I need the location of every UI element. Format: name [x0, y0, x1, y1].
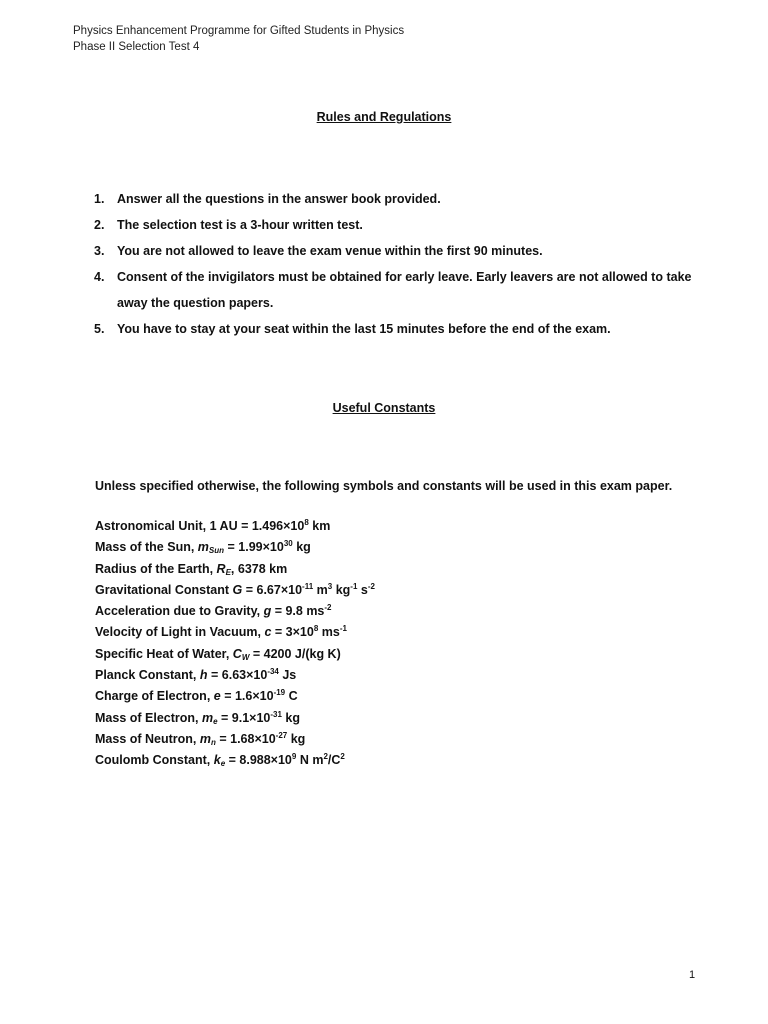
- constant-label: Astronomical Unit, 1 AU = 1.496×10: [95, 519, 305, 533]
- rule-number: 3.: [94, 244, 105, 258]
- constant-label: Mass of Electron,: [95, 710, 202, 725]
- rule-number: 1.: [94, 192, 105, 206]
- symbol: C: [232, 646, 242, 661]
- exponent: 9: [291, 752, 297, 762]
- unit: kg: [281, 710, 301, 725]
- unit: /C: [327, 753, 341, 768]
- constant-light-velocity: [95, 622, 375, 643]
- value: = 6.67×10: [242, 582, 303, 597]
- symbol: m: [201, 710, 214, 725]
- symbol: h: [199, 668, 208, 683]
- exponent: -31: [270, 709, 282, 719]
- exponent: -34: [267, 667, 279, 677]
- rule-number: 5.: [94, 322, 105, 336]
- value: = 9.1×10: [217, 710, 271, 725]
- constant-label: Mass of the Sun,: [95, 540, 198, 555]
- page-number: 1: [689, 969, 696, 981]
- constant-electron-charge: [95, 686, 375, 707]
- value: , 6378 km: [230, 561, 288, 576]
- rule-item: [94, 264, 714, 316]
- rules-list: [94, 186, 714, 342]
- rule-text: The selection test is a 3-hour written test.: [117, 218, 363, 232]
- constant-mass-sun: [95, 537, 375, 558]
- rule-text: Answer all the questions in the answer book provided.: [117, 192, 441, 206]
- constants-list: [95, 516, 375, 772]
- symbol: e: [213, 689, 221, 704]
- rule-item: [94, 316, 714, 342]
- constant-specific-heat: [95, 644, 375, 665]
- constant-neutron-mass: [95, 729, 375, 750]
- unit: m: [313, 582, 328, 597]
- constant-label: Coulomb Constant,: [95, 753, 214, 768]
- rule-text: Consent of the invigilators must be obtained for early leave. Early leavers are not allowed to take away the question papers.: [117, 270, 692, 310]
- unit: C: [285, 689, 298, 704]
- constant-gravity: [95, 601, 375, 622]
- symbol: c: [264, 625, 272, 640]
- constant-label: Radius of the Earth,: [95, 561, 217, 576]
- exponent: -2: [367, 581, 375, 591]
- exponent: 3: [327, 581, 333, 591]
- subscript: e: [220, 759, 226, 769]
- value: = 1.99×10: [224, 540, 284, 555]
- unit: ms: [318, 625, 340, 640]
- constant-coulomb: [95, 750, 375, 771]
- symbol: m: [197, 540, 209, 555]
- constant-label: Mass of Neutron,: [95, 731, 200, 746]
- exponent: -11: [302, 581, 314, 591]
- symbol: k: [213, 753, 221, 768]
- unit: N m: [296, 753, 324, 768]
- exponent: 30: [283, 539, 293, 549]
- unit: km: [308, 519, 331, 533]
- rule-number: 2.: [94, 218, 105, 232]
- exponent: 8: [304, 518, 309, 527]
- symbol: G: [232, 582, 243, 597]
- symbol: R: [216, 561, 226, 576]
- exponent: 2: [340, 752, 345, 762]
- constants-title: Useful Constants: [332, 401, 436, 415]
- exponent: 8: [313, 624, 319, 634]
- value: = 4200 J/(kg K): [249, 646, 341, 661]
- constant-label: Planck Constant,: [95, 668, 200, 683]
- constant-label: Charge of Electron,: [95, 689, 214, 704]
- subscript: E: [225, 567, 231, 577]
- header-test: Phase II Selection Test 4: [73, 41, 200, 53]
- constant-radius-earth: [95, 559, 375, 580]
- value: = 3×10: [271, 625, 314, 640]
- exponent: 2: [323, 752, 328, 762]
- value: = 1.6×10: [220, 689, 274, 704]
- symbol: m: [199, 731, 211, 746]
- unit: kg: [332, 582, 351, 597]
- constant-label: Gravitational Constant: [95, 582, 233, 597]
- unit: kg: [287, 731, 306, 746]
- rule-item: [94, 186, 714, 212]
- rule-item: [94, 238, 714, 264]
- value: = 1.68×10: [215, 731, 276, 746]
- exponent: -2: [324, 603, 332, 613]
- exponent: -1: [339, 624, 347, 634]
- constant-astronomical-unit: [95, 516, 375, 537]
- rule-text: You are not allowed to leave the exam venue within the first 90 minutes.: [117, 244, 543, 258]
- constants-intro: Unless specified otherwise, the following symbols and constants will be used in this exam paper.: [95, 479, 673, 493]
- rule-number: 4.: [94, 270, 105, 284]
- constant-label: Specific Heat of Water,: [95, 646, 233, 661]
- unit: kg: [292, 540, 311, 555]
- subscript: e: [213, 716, 218, 726]
- unit: Js: [278, 668, 297, 683]
- unit: s: [357, 582, 368, 597]
- constant-label: Acceleration due to Gravity,: [95, 604, 264, 619]
- rule-item: [94, 212, 714, 238]
- rules-title: Rules and Regulations: [316, 110, 452, 124]
- value: = 9.8 ms: [271, 604, 325, 619]
- rule-text: You have to stay at your seat within the last 15 minutes before the end of the exam.: [117, 322, 611, 336]
- value: = 8.988×10: [225, 753, 292, 768]
- page-header: [73, 23, 404, 55]
- symbol: g: [263, 604, 272, 619]
- subscript: W: [241, 652, 250, 662]
- value: = 6.63×10: [207, 668, 268, 683]
- subscript: n: [211, 737, 216, 747]
- constant-label: Velocity of Light in Vacuum,: [95, 625, 265, 640]
- exponent: -27: [275, 730, 288, 740]
- constant-electron-mass: [95, 708, 375, 729]
- header-programme: Physics Enhancement Programme for Gifted Students in Physics: [73, 25, 405, 37]
- subscript: Sun: [208, 546, 225, 556]
- exponent: -19: [273, 688, 286, 698]
- constant-gravitational: [95, 580, 375, 601]
- constant-planck: [95, 665, 375, 686]
- exponent: -1: [350, 581, 358, 591]
